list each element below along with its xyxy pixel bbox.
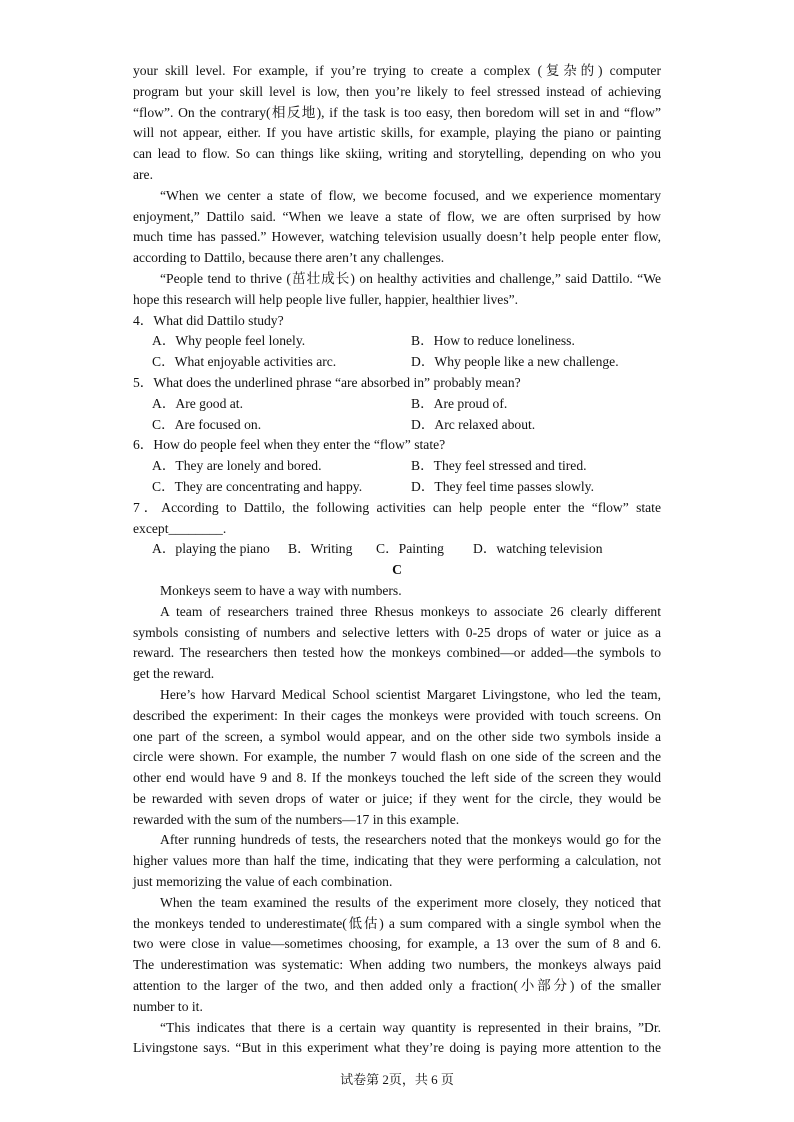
paragraph-line: will not appear, either. If you have artistic skills, for example, playing the piano or painting — [133, 125, 661, 141]
paragraph-line: just memorizing the value of each combination. — [133, 874, 393, 890]
paragraph-line: Here’s how Harvard Medical School scientist Margaret Livingstone, who led the team, — [160, 686, 661, 702]
option-row — [133, 415, 661, 436]
answer-option[interactable]: D．Why people like a new challenge. — [411, 354, 619, 370]
page-footer: 试卷第 2页，共 6 页 — [340, 1072, 454, 1087]
paragraph-line: reward. The researchers then tested how the monkeys combined—or added—the symbols to — [133, 645, 661, 661]
paragraph-line: attention to the larger of the two, and then added only a fraction(小部分) of the smaller — [133, 978, 661, 994]
question-stem: 4．What did Dattilo study? — [133, 312, 284, 328]
answer-option[interactable]: A．They are lonely and bored. — [152, 458, 322, 474]
paragraph-line: number to it. — [133, 998, 203, 1014]
answer-option[interactable]: C．What enjoyable activities arc. — [152, 354, 337, 370]
answer-option[interactable]: C．Are focused on. — [152, 416, 262, 432]
paragraph-line: “flow”. On the contrary(相反地), if the task is too easy, then boredom will set in and “flow” — [133, 104, 661, 120]
answer-option[interactable]: D．watching television — [473, 541, 603, 557]
question-stem: 7．According to Dattilo, the following activities can help people enter the “flow” state — [133, 499, 661, 515]
answer-option[interactable]: D．They feel time passes slowly. — [411, 478, 594, 494]
paragraph-line: hope this research will help people live fuller, happier, healthier lives”. — [133, 291, 519, 307]
answer-option[interactable]: C．They are concentrating and happy. — [152, 478, 363, 494]
answer-option[interactable]: B．How to reduce loneliness. — [411, 333, 575, 349]
answer-option[interactable]: B．Writing — [288, 541, 353, 557]
answer-option[interactable]: A．playing the piano — [152, 541, 270, 557]
question-stem: 6．How do people feel when they enter the “flow” state? — [133, 437, 446, 453]
paragraph-line: “People tend to thrive (茁壮成长) on healthy activities and challenge,” said Dattilo. “We — [160, 270, 661, 286]
paragraph-line: higher values more than half the time, indicating that they were performing a calculation, not — [133, 853, 661, 869]
paragraph-line: are. — [133, 166, 153, 182]
paragraph-line: program but your skill level is low, then you’re likely to feel stressed instead of achieving — [133, 83, 661, 99]
paragraph-line: “When we center a state of flow, we become focused, and we experience momentary — [160, 187, 661, 203]
paragraph-line: enjoyment,” Dattilo said. “When we leave a state of flow, we are often surprised by how — [133, 208, 661, 224]
answer-option[interactable]: A．Why people feel lonely. — [152, 333, 306, 349]
paragraph-line: symbols consisting of numbers and selective letters with 0-25 drops of water or juice as a — [133, 624, 661, 640]
paragraph-line: be rewarded with seven drops of water or juice; if they went for the circle, they would be — [133, 790, 661, 806]
option-row — [133, 539, 661, 560]
answer-option[interactable]: D．Arc relaxed about. — [411, 416, 536, 432]
paragraph-line: much time has passed.” However, watching television usually doesn’t help people enter flow, — [133, 229, 661, 245]
paragraph-line: the monkeys tended to underestimate(低估) a sum compared with a single symbol when the — [133, 915, 661, 931]
option-row — [133, 477, 661, 498]
option-row — [133, 394, 661, 415]
exam-page-content — [133, 61, 661, 1059]
paragraph-line: rewarded with the sum of the numbers—17 in this example. — [133, 811, 460, 827]
paragraph-line: one part of the screen, a symbol would appear, and on the other side two symbols inside a — [133, 728, 661, 744]
paragraph-line: described the experiment: In their cages the monkeys were provided with touch screens. On — [133, 707, 661, 723]
answer-option[interactable]: C．Painting — [376, 541, 444, 557]
paragraph-line: A team of researchers trained three Rhesus monkeys to associate 26 clearly different — [160, 603, 661, 619]
paragraph-line: according to Dattilo, because there aren’t any challenges. — [133, 250, 445, 266]
option-row — [133, 331, 661, 352]
paragraph-line: “This indicates that there is a certain way quantity is represented in their brains, ”Dr. — [160, 1019, 661, 1035]
paragraph-line: Livingstone says. “But in this experiment what they’re doing is paying more attention to the — [133, 1040, 661, 1056]
paragraph-line: other end would have 9 and 8. If the monkeys touched the left side of the screen they would — [133, 770, 661, 786]
question-stem: except________. — [133, 520, 227, 536]
paragraph-line: two were close in value—sometimes choosing, for example, a 13 over the sum of 8 and 6. — [133, 936, 661, 952]
answer-option[interactable]: B．They feel stressed and tired. — [411, 458, 587, 474]
option-row — [133, 456, 661, 477]
paragraph-line: Monkeys seem to have a way with numbers. — [160, 582, 402, 598]
question-stem: 5．What does the underlined phrase “are absorbed in” probably mean? — [133, 374, 521, 390]
section-title: C — [392, 562, 402, 578]
paragraph-line: The underestimation was systematic: When adding two numbers, the monkeys always paid — [133, 957, 661, 973]
option-row — [133, 352, 661, 373]
paragraph-line: When the team examined the results of the experiment more closely, they noticed that — [160, 894, 661, 910]
answer-option[interactable]: B．Are proud of. — [411, 395, 508, 411]
answer-option[interactable]: A．Are good at. — [152, 395, 243, 411]
paragraph-line: get the reward. — [133, 666, 215, 682]
paragraph-line: your skill level. For example, if you’re trying to create a complex (复杂的) computer — [133, 63, 661, 78]
paragraph-line: circle were shown. For example, the number 7 would flash on one side of the screen and the — [133, 749, 661, 765]
paragraph-line: can lead to flow. So can things like skiing, writing and storytelling, depending on who you — [133, 146, 661, 162]
paragraph-line: After running hundreds of tests, the researchers noted that the monkeys would go for the — [160, 832, 661, 848]
